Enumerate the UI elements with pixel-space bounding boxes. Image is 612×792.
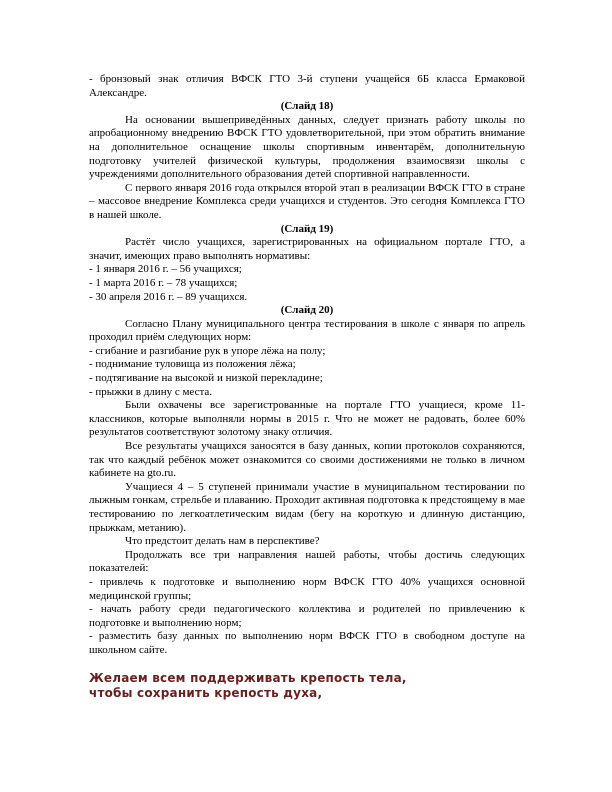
goal-list-item: - привлечь к подготовке и выполнению норм ВФСК ГТО 40% учащихся основной медицинской группы; xyxy=(89,575,525,602)
registration-list-item: - 30 апреля 2016 г. – 89 учащихся. xyxy=(89,290,248,303)
slide-20-paragraph-4: Учащиеся 4 – 5 ступеней принимали участие в муниципальном тестировании по лыжным гонкам, стрельбе и плаванию. Проходит активная подготовка к предстоящему в мае тестированию по легкоатлетическим видам (бегу на короткую и длинную дистанцию, прыжкам, метанию). xyxy=(89,480,525,534)
document-page xyxy=(89,73,525,701)
slide-20-paragraph-1: Согласно Плану муниципального центра тестирования в школе с января по апрель проходил приём следующих норм: xyxy=(89,317,525,344)
slide-18-paragraph-1: На основании вышеприведённых данных, следует признать работу школы по апробационному внедрению ВФСК ГТО удовлетворительной, при этом обратить внимание на дополнительное оснащение школы спортивным инвентарём, дополнительную подготовку учителей физической культуры, продолжения взаимосвязи школы с учреждениями дополнительного образования детей спортивной направленности. xyxy=(89,113,525,181)
intro-list-item: - бронзовый знак отличия ВФСК ГТО 3-й ступени учащейся 6Б класса Ермаковой Александре. xyxy=(89,73,525,99)
closing-line-1: Желаем всем поддерживать крепость тела, xyxy=(89,670,407,685)
goal-list-item: - разместить базу данных по выполнению норм ВФСК ГТО в свободном доступе на школьном сайте. xyxy=(89,630,525,656)
norm-list-item: - подтягивание на высокой и низкой перекладине; xyxy=(89,372,323,385)
norm-list-item: - сгибание и разгибание рук в упоре лёжа на полу; xyxy=(89,344,326,357)
slide-19-paragraph-1: Растёт число учащихся, зарегистрированных на официальном портале ГТО, а значит, имеющих право выполнять нормативы: xyxy=(89,236,525,262)
slide-20-paragraph-2: Были охвачены все зарегистрованные на портале ГТО учащиеся, кроме 11-классников, которые выполняли нормы в 2015 г. Что не может не радовать, более 60% результатов соответствуют золотому знаку отличия. xyxy=(89,399,525,439)
registration-list-item: - 1 января 2016 г. – 56 учащихся; xyxy=(89,263,242,276)
closing-wish xyxy=(89,671,525,701)
norm-list-item: - прыжки в длину с места. xyxy=(89,385,213,398)
slide-18-paragraph-2: С первого января 2016 года открылся второй этап в реализации ВФСК ГТО в стране – массовое внедрение Комплекса среди учащихся и студентов. Это сегодня Комплекса ГТО в нашей школе. xyxy=(89,181,525,221)
slide-20-heading: (Слайд 20) xyxy=(280,304,334,317)
slide-20-paragraph-6: Продолжать все три направления нашей работы, чтобы достичь следующих показателей: xyxy=(89,548,525,575)
goal-list-item: - начать работу среди педагогического коллектива и родителей по привлечению к подготовке и выполнению норм; xyxy=(89,603,525,629)
slide-18-heading: (Слайд 18) xyxy=(280,100,334,113)
registration-list-item: - 1 марта 2016 г. – 78 учащихся; xyxy=(89,276,238,289)
slide-20-paragraph-5: Что предстоит делать нам в перспективе? xyxy=(125,535,320,548)
closing-line-2: чтобы сохранить крепость духа, xyxy=(89,685,323,700)
norm-list-item: - поднимание туловища из положения лёжа; xyxy=(89,358,296,371)
slide-19-heading: (Слайд 19) xyxy=(280,222,334,235)
slide-20-paragraph-3: Все результаты учащихся заносятся в базу данных, копии протоколов сохраняются, так что каждый ребёнок может ознакомится со своими достижениями не только в личном кабинете на gto.ru. xyxy=(89,440,525,480)
